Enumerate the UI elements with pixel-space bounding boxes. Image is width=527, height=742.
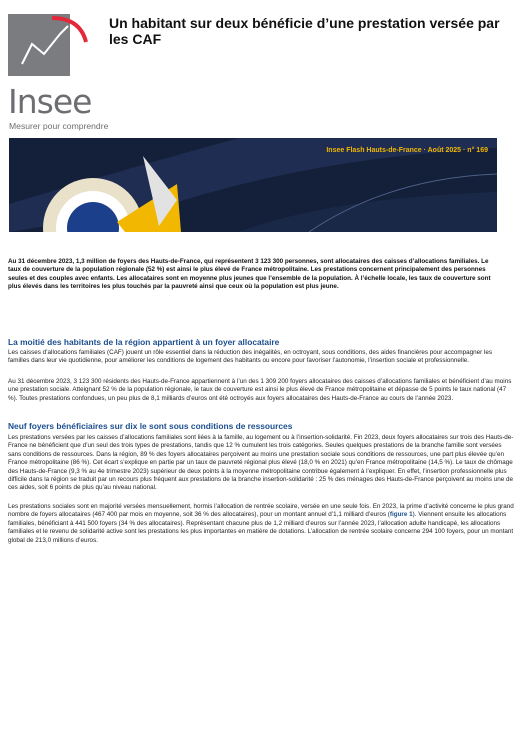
figure-1-link[interactable]: figure 1 xyxy=(389,511,413,519)
publication-label: Insee Flash Hauts-de-France · Août 2025 · n° 169 xyxy=(326,147,488,154)
section-heading-1: La moitié des habitants de la région appartient à un foyer allocataire xyxy=(8,337,280,347)
section1-paragraph-1: Les caisses d’allocations familiales (CAF) jouent un rôle essentiel dans la réduction des inégalités, en octroyant, sous conditions, des aides financières pour accompagner les familles dans leur vie quotidienne, pour améliorer les conditions de logement des habitants ou encore pour favoriser l’autonomie, l’insertion sociale et professionnelle. xyxy=(8,349,493,365)
page-title: Un habitant sur deux bénéficie d’une prestation versée par les CAF xyxy=(109,15,500,47)
paragraph-text: ). Viennent ensuite les allocations familiales, bénéficiant à 441 500 foyers (34 % des allocataires). Représentant chacune plus de 1,2 milliard d’euros sur l’année 2023, l’allocation adulte handicapé, les allocations familiales et le revenu de solidarité active sont les prestations les plus importantes en matière de dotations. L’allocation de rentrée scolaire concerne 294 100 foyers, pour un montant global de 213,0 millions d’euros. xyxy=(8,511,514,544)
section2-paragraph-2 xyxy=(8,503,514,545)
section1-paragraph-2: Au 31 décembre 2023, 3 123 300 résidents des Hauts-de-France appartiennent à l’un des 1 309 200 foyers allocataires des caisses d’allocations familiales et bénéficient d’au moins une prestation sociale. Atteignant 52 % de la population régionale, le taux de couverture est ainsi le plus élevé de France métropolitaine et dépasse de 5 points le taux national (47 %). Toutes prestations confondues, un peu plus de 8,1 milliards d’euros ont été octroyés aux foyers allocataires des Hauts-de-France au cours de l’année 2023. xyxy=(8,378,512,402)
section-heading-2: Neuf foyers bénéficiaires sur dix le sont sous conditions de ressources xyxy=(8,421,293,431)
cover-banner xyxy=(9,138,497,232)
section2-paragraph-1: Les prestations versées par les caisses d’allocations familiales sont liées à la famille, au logement ou à l’insertion-solidarité. Fin 2023, deux foyers allocataires sur trois des Hauts-de-France ne bénéficient que d’un seul des trois types de prestations, tandis que 12 % cumulent les trois catégories. Seules quelques prestations de la branche famille sont versées sans conditions de ressources. Dans la région, 89 % des foyers allocataires perçoivent au moins une prestation sociale sous conditions de ressources, une part plus élevée qu’en France métropolitaine (86 %). Cet écart s’explique en partie par un taux de pauvreté régional plus élevé (18,0 % en 2021) qu’en France métropolitaine (14,5 %). Le taux de chômage des Hauts-de-France (9,3 % au 4e trimestre 2023) supérieur de deux points à la moyenne métropolitaine contribue également à l’expliquer. En effet, l’insertion professionnelle plus difficile dans la région se traduit par un recours plus fréquent aux prestations de la branche insertion-solidarité : 25 % des ménages des Hauts-de-France perçoivent au moins une de ces aides, soit 6 points de plus qu’au niveau national. xyxy=(8,434,514,492)
logo-wordmark: Insee xyxy=(8,82,92,121)
paragraph-text: Les prestations sociales sont en majorité versées mensuellement, hormis l’allocation de rentrée scolaire, versée en une seule fois. En 2023, la prime d’activité concerne le plus grand nombre de foyers allocataires (467 400 par mois en moyenne, soit 36 % des allocataires), pour un montant annuel d’1,1 milliard d’euros ( xyxy=(8,503,514,519)
insee-logo-mark xyxy=(8,14,102,84)
logo-tagline: Mesurer pour comprendre xyxy=(9,121,109,131)
insee-logo xyxy=(8,14,109,131)
summary-paragraph: Au 31 décembre 2023, 1,3 million de foyers des Hauts-de-France, qui représentent 3 123 300 personnes, sont allocataires des caisses d’allocations familiales. Le taux de couverture de la population régionale (52 %) est ainsi le plus élevé de France métropolitaine. Les prestations concernent principalement des personnes seules et des couples avec enfants. Les allocataires sont en moyenne plus jeunes que l’ensemble de la population. À l’échelle locale, les taux de couverture sont plus élevés dans les territoires les plus touchés par la pauvreté ainsi que ceux où la population est plus jeune. xyxy=(8,258,491,291)
